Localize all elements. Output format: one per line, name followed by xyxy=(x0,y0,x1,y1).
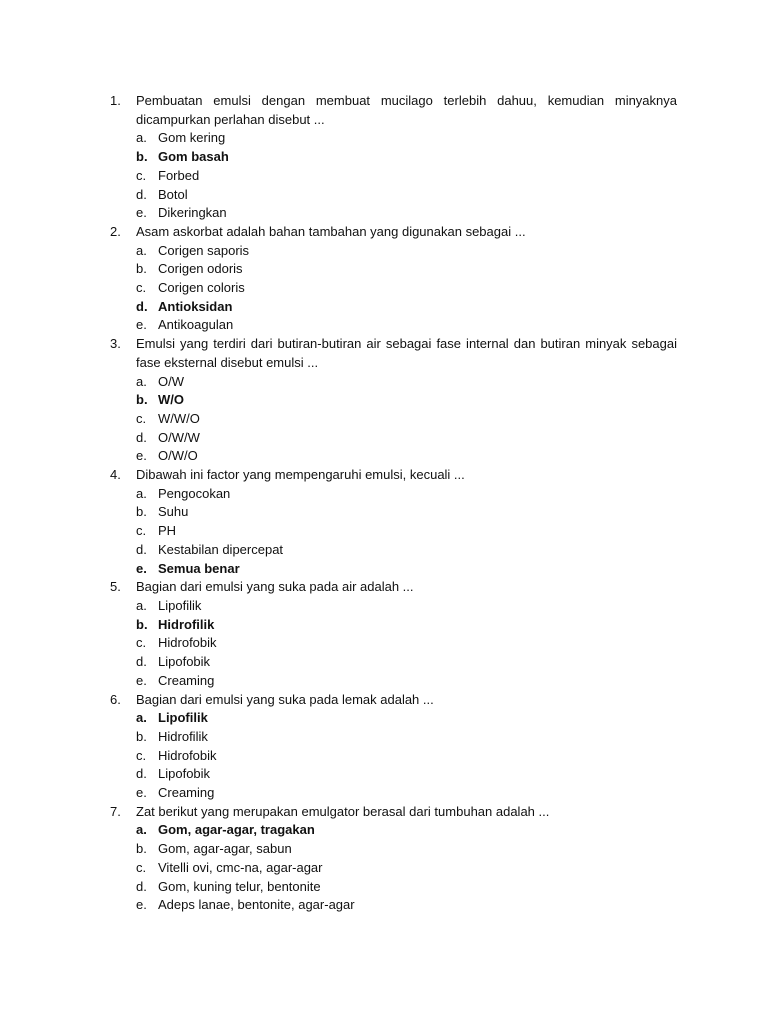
option-letter: c. xyxy=(136,523,147,539)
question-6 xyxy=(110,691,677,803)
option-letter: a. xyxy=(136,822,147,838)
question-5 xyxy=(110,578,677,690)
option-letter: b. xyxy=(136,149,148,165)
option-letter: c. xyxy=(136,635,147,651)
question-stem xyxy=(110,466,677,485)
question-text: Bagian dari emulsi yang suka pada air adalah ... xyxy=(136,579,414,595)
option-list xyxy=(110,373,677,467)
option-a xyxy=(136,485,677,504)
question-text: Zat berikut yang merupakan emulgator berasal dari tumbuhan adalah ... xyxy=(136,803,550,819)
option-b xyxy=(136,840,677,859)
option-letter: e. xyxy=(136,897,147,913)
option-d xyxy=(136,878,677,897)
option-c xyxy=(136,634,677,653)
option-letter: b. xyxy=(136,841,147,857)
option-letter: a. xyxy=(136,710,147,726)
option-b xyxy=(136,260,677,279)
option-letter: c. xyxy=(136,167,147,183)
question-2 xyxy=(110,223,677,335)
option-e xyxy=(136,316,677,335)
option-c xyxy=(136,279,677,298)
option-letter: e. xyxy=(136,672,147,688)
option-text: O/W xyxy=(158,373,184,389)
option-text: Lipofobik xyxy=(158,654,211,670)
question-number: 6. xyxy=(110,691,121,707)
option-text: Corigen saporis xyxy=(158,242,250,258)
option-letter: d. xyxy=(136,878,147,894)
option-e xyxy=(136,560,677,579)
option-letter: b. xyxy=(136,261,147,277)
option-c xyxy=(136,859,677,878)
question-stem xyxy=(110,223,677,242)
question-number: 1. xyxy=(110,93,121,108)
option-text: PH xyxy=(158,523,177,539)
option-list xyxy=(110,485,677,579)
option-c xyxy=(136,410,677,429)
option-e xyxy=(136,447,677,466)
option-letter: e. xyxy=(136,317,147,333)
option-text: Antioksidan xyxy=(158,298,233,314)
option-letter: a. xyxy=(136,485,147,501)
question-number: 4. xyxy=(110,467,121,483)
option-letter: a. xyxy=(136,597,147,613)
option-d xyxy=(136,541,677,560)
option-letter: d. xyxy=(136,654,147,670)
option-text: W/W/O xyxy=(158,410,200,426)
option-a xyxy=(136,129,677,148)
option-text: Corigen odoris xyxy=(158,261,243,277)
option-b xyxy=(136,616,677,635)
option-text: Hidrofilik xyxy=(158,616,215,632)
option-b xyxy=(136,728,677,747)
option-text: Lipofobik xyxy=(158,766,211,782)
option-letter: a. xyxy=(136,242,147,258)
option-text: Gom basah xyxy=(158,149,229,165)
question-text: Dibawah ini factor yang mempengaruhi emulsi, kecuali ... xyxy=(136,467,465,483)
option-d xyxy=(136,298,677,317)
option-letter: b. xyxy=(136,392,148,408)
question-number: 5. xyxy=(110,579,121,595)
option-a xyxy=(136,597,677,616)
option-text: Gom, kuning telur, bentonite xyxy=(158,878,321,894)
option-b xyxy=(136,391,677,410)
option-letter: d. xyxy=(136,298,148,314)
option-text: Creaming xyxy=(158,785,215,801)
question-stem xyxy=(110,578,677,597)
question-4 xyxy=(110,466,677,578)
option-text: Vitelli ovi, cmc-na, agar-agar xyxy=(158,859,323,875)
option-letter: d. xyxy=(136,766,147,782)
question-stem xyxy=(110,691,677,710)
option-text: Creaming xyxy=(158,672,215,688)
option-text: Suhu xyxy=(158,504,189,520)
option-a xyxy=(136,242,677,261)
option-text: Pengocokan xyxy=(158,485,231,501)
option-e xyxy=(136,784,677,803)
option-c xyxy=(136,522,677,541)
question-7 xyxy=(110,803,677,915)
option-text: Corigen coloris xyxy=(158,280,245,296)
option-letter: d. xyxy=(136,541,147,557)
question-stem xyxy=(110,803,677,822)
option-letter: d. xyxy=(136,429,147,445)
option-e xyxy=(136,672,677,691)
option-text: Gom, agar-agar, sabun xyxy=(158,841,292,857)
option-list xyxy=(110,242,677,336)
option-letter: c. xyxy=(136,280,147,296)
question-stem xyxy=(110,92,677,129)
option-list xyxy=(110,597,677,691)
option-letter: e. xyxy=(136,785,147,801)
option-text: Hidrofobik xyxy=(158,635,217,651)
option-text: O/W/O xyxy=(158,448,198,464)
option-text: Gom, agar-agar, tragakan xyxy=(158,822,315,838)
option-c xyxy=(136,747,677,766)
option-letter: a. xyxy=(136,130,147,146)
option-d xyxy=(136,765,677,784)
option-text: Botol xyxy=(158,186,188,202)
option-letter: b. xyxy=(136,616,148,632)
option-letter: e. xyxy=(136,205,147,221)
option-text: Dikeringkan xyxy=(158,205,227,221)
option-b xyxy=(136,503,677,522)
option-letter: c. xyxy=(136,859,147,875)
option-text: Hidrofilik xyxy=(158,728,208,744)
option-text: Semua benar xyxy=(158,560,240,576)
option-text: Adeps lanae, bentonite, agar-agar xyxy=(158,897,355,913)
option-text: Hidrofobik xyxy=(158,747,217,763)
option-list xyxy=(110,709,677,803)
option-letter: a. xyxy=(136,373,147,389)
option-a xyxy=(136,373,677,392)
option-e xyxy=(136,896,677,915)
option-a xyxy=(136,821,677,840)
question-text: Emulsi yang terdiri dari butiran-butiran air sebagai fase internal dan butiran minyak sebagai fase eksternal disebut emulsi ... xyxy=(136,336,677,370)
question-stem xyxy=(110,335,677,372)
option-d xyxy=(136,653,677,672)
question-text: Bagian dari emulsi yang suka pada lemak adalah ... xyxy=(136,691,434,707)
question-number: 2. xyxy=(110,223,121,239)
option-letter: c. xyxy=(136,410,147,426)
option-list xyxy=(110,821,677,915)
question-number: 3. xyxy=(110,336,121,352)
question-number: 7. xyxy=(110,803,121,819)
question-text: Pembuatan emulsi dengan membuat mucilago terlebih dahuu, kemudian minyaknya dicampurkan perlahan disebut ... xyxy=(136,93,677,127)
option-text: Gom kering xyxy=(158,130,226,146)
option-text: Lipofilik xyxy=(158,710,208,726)
option-e xyxy=(136,204,677,223)
option-letter: b. xyxy=(136,504,147,520)
option-c xyxy=(136,167,677,186)
question-text: Asam askorbat adalah bahan tambahan yang digunakan sebagai ... xyxy=(136,223,526,239)
option-d xyxy=(136,429,677,448)
option-text: Lipofilik xyxy=(158,597,202,613)
option-letter: b. xyxy=(136,728,147,744)
option-text: Antikoagulan xyxy=(158,317,234,333)
question-3 xyxy=(110,335,677,466)
option-letter: e. xyxy=(136,448,147,464)
option-d xyxy=(136,186,677,205)
option-text: Forbed xyxy=(158,167,200,183)
question-1 xyxy=(110,92,677,223)
option-a xyxy=(136,709,677,728)
option-text: Kestabilan dipercepat xyxy=(158,541,284,557)
option-letter: d. xyxy=(136,186,147,202)
option-b xyxy=(136,148,677,167)
option-letter: e. xyxy=(136,560,147,576)
option-list xyxy=(110,129,677,223)
option-text: O/W/W xyxy=(158,429,200,445)
option-letter: c. xyxy=(136,747,147,763)
option-text: W/O xyxy=(158,392,184,408)
